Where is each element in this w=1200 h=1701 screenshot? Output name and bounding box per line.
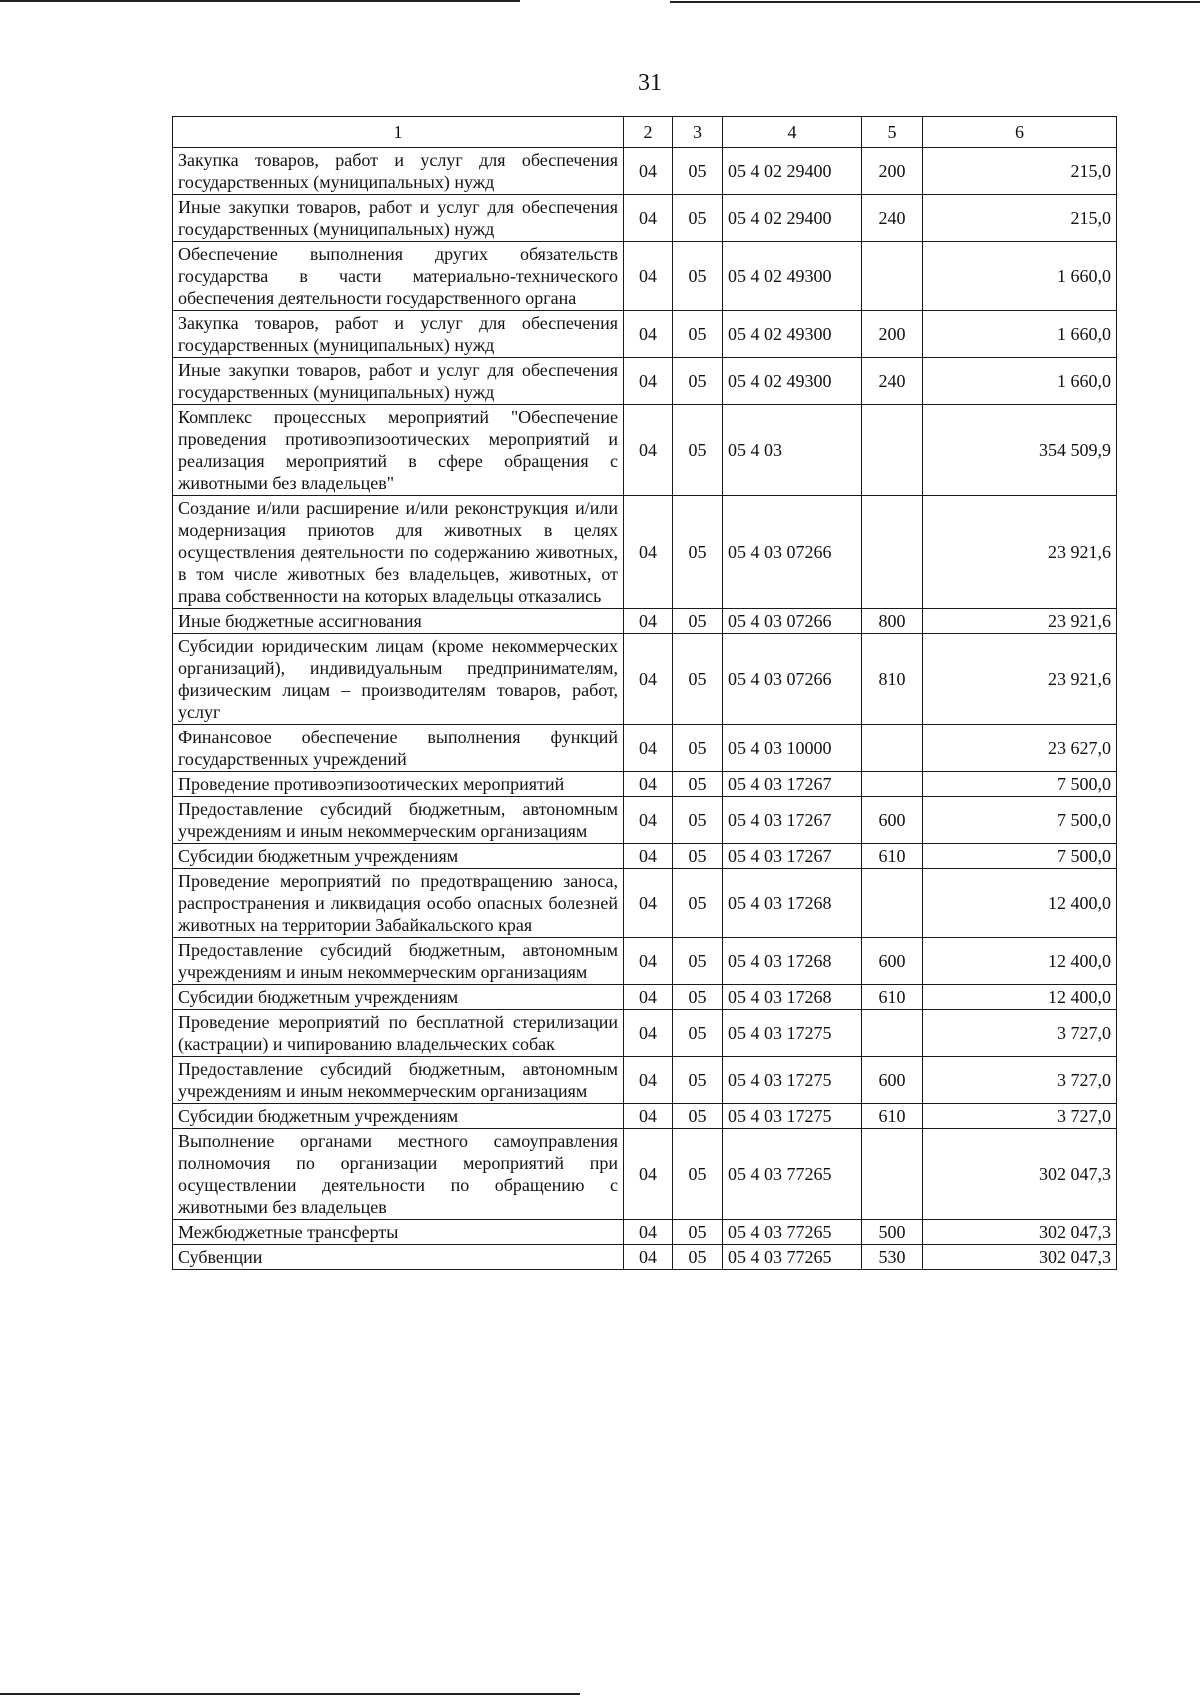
item-name-cell: Субсидии юридическим лицам (кроме некоммерческих организаций), индивидуальным предпринимателям, физическим лицам – производителям товаров, работ, услуг [173, 634, 624, 725]
target-article-cell: 05 4 03 17275 [723, 1057, 862, 1104]
amount-cell: 23 921,6 [923, 634, 1117, 725]
amount-cell: 3 727,0 [923, 1057, 1117, 1104]
subsection-code-cell: 05 [673, 844, 723, 869]
subsection-code-cell: 05 [673, 311, 723, 358]
amount-cell: 302 047,3 [923, 1220, 1117, 1245]
subsection-code-cell: 05 [673, 869, 723, 938]
item-name-cell: Выполнение органами местного самоуправления полномочия по организации мероприятий при осуществлении деятельности по обращению с животными без владельцев [173, 1129, 624, 1220]
section-code-cell: 04 [624, 1220, 673, 1245]
header-col-4: 4 [723, 117, 862, 148]
header-col-3: 3 [673, 117, 723, 148]
amount-cell: 215,0 [923, 195, 1117, 242]
expense-type-cell [862, 242, 923, 311]
expense-type-cell: 610 [862, 1104, 923, 1129]
section-code-cell: 04 [624, 1010, 673, 1057]
expense-type-cell [862, 1010, 923, 1057]
table-row [173, 844, 1117, 869]
table-body [173, 148, 1117, 1270]
target-article-cell: 05 4 03 17275 [723, 1104, 862, 1129]
section-code-cell: 04 [624, 1245, 673, 1270]
amount-cell: 7 500,0 [923, 844, 1117, 869]
amount-cell: 1 660,0 [923, 358, 1117, 405]
subsection-code-cell: 05 [673, 405, 723, 496]
table-header-row [173, 117, 1117, 148]
table-row [173, 1220, 1117, 1245]
table-row [173, 405, 1117, 496]
item-name-cell: Иные закупки товаров, работ и услуг для обеспечения государственных (муниципальных) нужд [173, 195, 624, 242]
subsection-code-cell: 05 [673, 148, 723, 195]
target-article-cell: 05 4 03 17268 [723, 938, 862, 985]
section-code-cell: 04 [624, 405, 673, 496]
amount-cell: 3 727,0 [923, 1104, 1117, 1129]
table-row [173, 869, 1117, 938]
section-code-cell: 04 [624, 869, 673, 938]
expense-type-cell [862, 405, 923, 496]
item-name-cell: Предоставление субсидий бюджетным, автономным учреждениям и иным некоммерческим организациям [173, 1057, 624, 1104]
expense-type-cell: 200 [862, 311, 923, 358]
expense-type-cell [862, 869, 923, 938]
table-row [173, 725, 1117, 772]
item-name-cell: Закупка товаров, работ и услуг для обеспечения государственных (муниципальных) нужд [173, 311, 624, 358]
table-row [173, 772, 1117, 797]
subsection-code-cell: 05 [673, 1220, 723, 1245]
table-row [173, 496, 1117, 609]
subsection-code-cell: 05 [673, 772, 723, 797]
target-article-cell: 05 4 02 49300 [723, 311, 862, 358]
target-article-cell: 05 4 02 49300 [723, 242, 862, 311]
expense-type-cell: 810 [862, 634, 923, 725]
table-row [173, 1104, 1117, 1129]
target-article-cell: 05 4 03 10000 [723, 725, 862, 772]
subsection-code-cell: 05 [673, 1057, 723, 1104]
subsection-code-cell: 05 [673, 609, 723, 634]
target-article-cell: 05 4 03 17275 [723, 1010, 862, 1057]
item-name-cell: Проведение мероприятий по предотвращению заноса, распространения и ликвидация особо опасных болезней животных на территории Забайкальского края [173, 869, 624, 938]
subsection-code-cell: 05 [673, 242, 723, 311]
expense-type-cell [862, 1129, 923, 1220]
target-article-cell: 05 4 03 [723, 405, 862, 496]
header-col-5: 5 [862, 117, 923, 148]
target-article-cell: 05 4 03 77265 [723, 1129, 862, 1220]
subsection-code-cell: 05 [673, 1129, 723, 1220]
expense-type-cell: 600 [862, 1057, 923, 1104]
expense-type-cell: 240 [862, 195, 923, 242]
header-col-1: 1 [173, 117, 624, 148]
amount-cell: 302 047,3 [923, 1129, 1117, 1220]
section-code-cell: 04 [624, 772, 673, 797]
target-article-cell: 05 4 03 17268 [723, 985, 862, 1010]
section-code-cell: 04 [624, 609, 673, 634]
target-article-cell: 05 4 02 29400 [723, 148, 862, 195]
item-name-cell: Иные бюджетные ассигнования [173, 609, 624, 634]
table-row [173, 1010, 1117, 1057]
item-name-cell: Закупка товаров, работ и услуг для обеспечения государственных (муниципальных) нужд [173, 148, 624, 195]
subsection-code-cell: 05 [673, 725, 723, 772]
section-code-cell: 04 [624, 725, 673, 772]
subsection-code-cell: 05 [673, 797, 723, 844]
subsection-code-cell: 05 [673, 496, 723, 609]
expense-type-cell [862, 496, 923, 609]
amount-cell: 1 660,0 [923, 311, 1117, 358]
target-article-cell: 05 4 03 17267 [723, 772, 862, 797]
expense-type-cell: 500 [862, 1220, 923, 1245]
expense-type-cell: 610 [862, 985, 923, 1010]
item-name-cell: Проведение противоэпизоотических мероприятий [173, 772, 624, 797]
expense-type-cell: 240 [862, 358, 923, 405]
expense-type-cell [862, 772, 923, 797]
scan-edge-line-top-left [0, 0, 520, 2]
section-code-cell: 04 [624, 195, 673, 242]
subsection-code-cell: 05 [673, 1245, 723, 1270]
target-article-cell: 05 4 03 07266 [723, 609, 862, 634]
expense-type-cell: 200 [862, 148, 923, 195]
budget-table [172, 116, 1117, 1270]
section-code-cell: 04 [624, 1057, 673, 1104]
table-row [173, 242, 1117, 311]
item-name-cell: Проведение мероприятий по бесплатной стерилизации (кастрации) и чипированию владельческих собак [173, 1010, 624, 1057]
amount-cell: 1 660,0 [923, 242, 1117, 311]
subsection-code-cell: 05 [673, 938, 723, 985]
subsection-code-cell: 05 [673, 985, 723, 1010]
item-name-cell: Иные закупки товаров, работ и услуг для обеспечения государственных (муниципальных) нужд [173, 358, 624, 405]
item-name-cell: Создание и/или расширение и/или реконструкция и/или модернизация приютов для животных в целях осуществления деятельности по содержанию животных, в том числе животных без владельцев, животных, от права собственности на которых владельцы отказались [173, 496, 624, 609]
subsection-code-cell: 05 [673, 195, 723, 242]
amount-cell: 7 500,0 [923, 772, 1117, 797]
target-article-cell: 05 4 03 77265 [723, 1245, 862, 1270]
item-name-cell: Комплекс процессных мероприятий "Обеспечение проведения противоэпизоотических мероприятий и реализация мероприятий в сфере обращения с животными без владельцев" [173, 405, 624, 496]
table-row [173, 938, 1117, 985]
expense-type-cell: 610 [862, 844, 923, 869]
item-name-cell: Предоставление субсидий бюджетным, автономным учреждениям и иным некоммерческим организациям [173, 938, 624, 985]
expense-type-cell: 600 [862, 938, 923, 985]
item-name-cell: Субсидии бюджетным учреждениям [173, 844, 624, 869]
amount-cell: 215,0 [923, 148, 1117, 195]
item-name-cell: Финансовое обеспечение выполнения функций государственных учреждений [173, 725, 624, 772]
table-row [173, 358, 1117, 405]
subsection-code-cell: 05 [673, 1010, 723, 1057]
item-name-cell: Обеспечение выполнения других обязательств государства в части материально-технического обеспечения деятельности государственного органа [173, 242, 624, 311]
expense-type-cell: 800 [862, 609, 923, 634]
subsection-code-cell: 05 [673, 1104, 723, 1129]
target-article-cell: 05 4 03 17267 [723, 844, 862, 869]
amount-cell: 12 400,0 [923, 985, 1117, 1010]
section-code-cell: 04 [624, 358, 673, 405]
section-code-cell: 04 [624, 1129, 673, 1220]
target-article-cell: 05 4 03 07266 [723, 496, 862, 609]
amount-cell: 23 627,0 [923, 725, 1117, 772]
amount-cell: 12 400,0 [923, 938, 1117, 985]
section-code-cell: 04 [624, 634, 673, 725]
amount-cell: 12 400,0 [923, 869, 1117, 938]
item-name-cell: Межбюджетные трансферты [173, 1220, 624, 1245]
header-col-2: 2 [624, 117, 673, 148]
amount-cell: 23 921,6 [923, 609, 1117, 634]
amount-cell: 7 500,0 [923, 797, 1117, 844]
subsection-code-cell: 05 [673, 358, 723, 405]
target-article-cell: 05 4 03 07266 [723, 634, 862, 725]
table-row [173, 1129, 1117, 1220]
target-article-cell: 05 4 03 17268 [723, 869, 862, 938]
table-row [173, 797, 1117, 844]
expense-type-cell [862, 725, 923, 772]
expense-type-cell: 530 [862, 1245, 923, 1270]
target-article-cell: 05 4 03 77265 [723, 1220, 862, 1245]
section-code-cell: 04 [624, 496, 673, 609]
section-code-cell: 04 [624, 148, 673, 195]
target-article-cell: 05 4 02 49300 [723, 358, 862, 405]
amount-cell: 23 921,6 [923, 496, 1117, 609]
expense-type-cell: 600 [862, 797, 923, 844]
section-code-cell: 04 [624, 242, 673, 311]
scan-edge-line-bottom [0, 1693, 580, 1695]
header-col-6: 6 [923, 117, 1117, 148]
item-name-cell: Субвенции [173, 1245, 624, 1270]
table-row [173, 985, 1117, 1010]
section-code-cell: 04 [624, 311, 673, 358]
table-row [173, 609, 1117, 634]
target-article-cell: 05 4 03 17267 [723, 797, 862, 844]
amount-cell: 3 727,0 [923, 1010, 1117, 1057]
section-code-cell: 04 [624, 797, 673, 844]
section-code-cell: 04 [624, 1104, 673, 1129]
amount-cell: 354 509,9 [923, 405, 1117, 496]
table-row [173, 195, 1117, 242]
subsection-code-cell: 05 [673, 634, 723, 725]
table-row [173, 311, 1117, 358]
section-code-cell: 04 [624, 938, 673, 985]
target-article-cell: 05 4 02 29400 [723, 195, 862, 242]
item-name-cell: Субсидии бюджетным учреждениям [173, 1104, 624, 1129]
section-code-cell: 04 [624, 985, 673, 1010]
item-name-cell: Субсидии бюджетным учреждениям [173, 985, 624, 1010]
amount-cell: 302 047,3 [923, 1245, 1117, 1270]
table-row [173, 1245, 1117, 1270]
page-number: 31 [638, 70, 662, 96]
section-code-cell: 04 [624, 844, 673, 869]
table-row [173, 1057, 1117, 1104]
table-row [173, 634, 1117, 725]
table-row [173, 148, 1117, 195]
scan-edge-line-top-right [670, 1, 1200, 3]
item-name-cell: Предоставление субсидий бюджетным, автономным учреждениям и иным некоммерческим организациям [173, 797, 624, 844]
